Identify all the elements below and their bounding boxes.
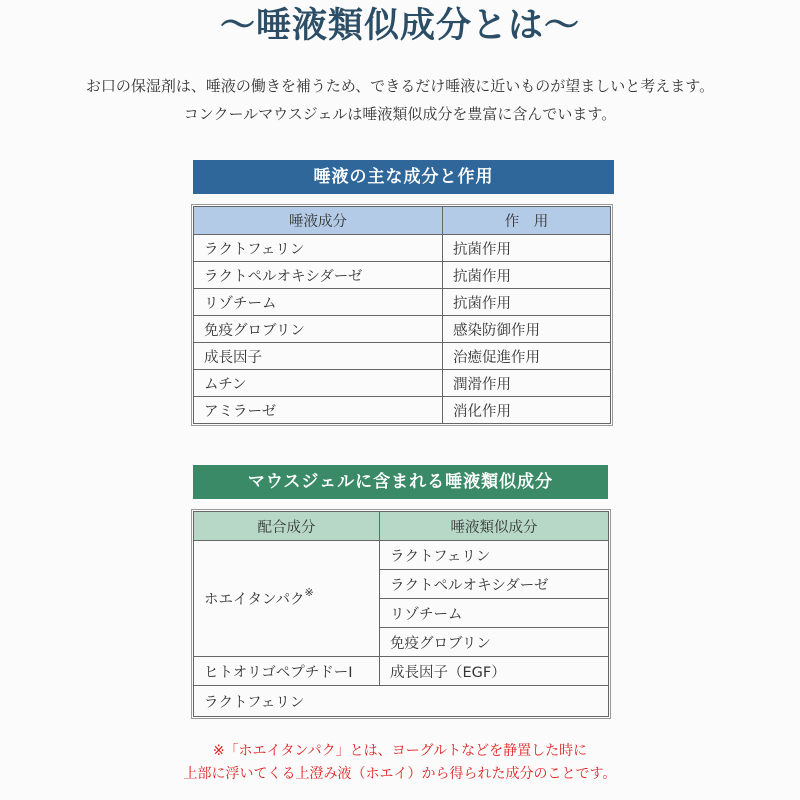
- table-row: [194, 370, 611, 397]
- column-header-ingredient: 配合成分: [194, 512, 380, 541]
- action-cell: 治癒促進作用: [443, 343, 611, 370]
- action-cell: 抗菌作用: [443, 289, 611, 316]
- action-cell: 抗菌作用: [443, 235, 611, 262]
- table-row: [194, 657, 609, 686]
- whey-protein-cell: [194, 541, 380, 657]
- column-header-component: 唾液成分: [194, 207, 443, 235]
- component-cell: ムチン: [194, 370, 443, 397]
- table-row: [194, 686, 609, 717]
- mouth-gel-components-banner: マウスジェルに含まれる唾液類似成分: [193, 465, 608, 499]
- footnote-mark: ※: [304, 586, 314, 599]
- component-cell: 免疫グロブリン: [194, 316, 443, 343]
- oligopeptide-cell: ヒトオリゴペプチドーⅠ: [194, 657, 380, 686]
- mouth-gel-components-table: [193, 511, 609, 717]
- component-cell: ラクトペルオキシダーゼ: [194, 262, 443, 289]
- page-title: 〜唾液類似成分とは〜: [219, 6, 580, 46]
- table-row: [194, 316, 611, 343]
- table-row: [194, 397, 611, 424]
- footnote-line-1: ※「ホエイタンパク」とは、ヨーグルトなどを静置した時に: [212, 743, 588, 759]
- table-row: [194, 262, 611, 289]
- similar-component-cell: 成長因子（EGF）: [380, 657, 609, 686]
- table-row: [194, 541, 609, 570]
- component-cell: ラクトフェリン: [194, 235, 443, 262]
- column-header-action: 作 用: [443, 207, 611, 235]
- intro-line-1: お口の保湿剤は、唾液の働きを補うため、できるだけ唾液に近いものが望ましいと考えます。: [85, 77, 715, 95]
- lactoferrin-cell: ラクトフェリン: [194, 686, 609, 717]
- whey-protein-label: ホエイタンパク: [204, 592, 305, 608]
- column-header-similar-component: 唾液類似成分: [380, 512, 609, 541]
- component-cell: アミラーゼ: [194, 397, 443, 424]
- similar-component-cell: 免疫グロブリン: [380, 628, 609, 657]
- table-row: [194, 289, 611, 316]
- saliva-components-table: [193, 206, 611, 424]
- component-cell: リゾチーム: [194, 289, 443, 316]
- table-row: [194, 343, 611, 370]
- action-cell: 消化作用: [443, 397, 611, 424]
- saliva-components-banner: 唾液の主な成分と作用: [193, 160, 614, 194]
- action-cell: 抗菌作用: [443, 262, 611, 289]
- similar-component-cell: リゾチーム: [380, 599, 609, 628]
- table-row: [194, 235, 611, 262]
- component-cell: 成長因子: [194, 343, 443, 370]
- similar-component-cell: ラクトフェリン: [380, 541, 609, 570]
- action-cell: 感染防御作用: [443, 316, 611, 343]
- action-cell: 潤滑作用: [443, 370, 611, 397]
- table-header-row: [194, 207, 611, 235]
- intro-line-2: コンクールマウスジェルは唾液類似成分を豊富に含んでいます。: [183, 105, 617, 123]
- footnote-line-2: 上部に浮いてくる上澄み液（ホエイ）から得られた成分のことです。: [183, 766, 617, 782]
- similar-component-cell: ラクトペルオキシダーゼ: [380, 570, 609, 599]
- table-header-row: [194, 512, 609, 541]
